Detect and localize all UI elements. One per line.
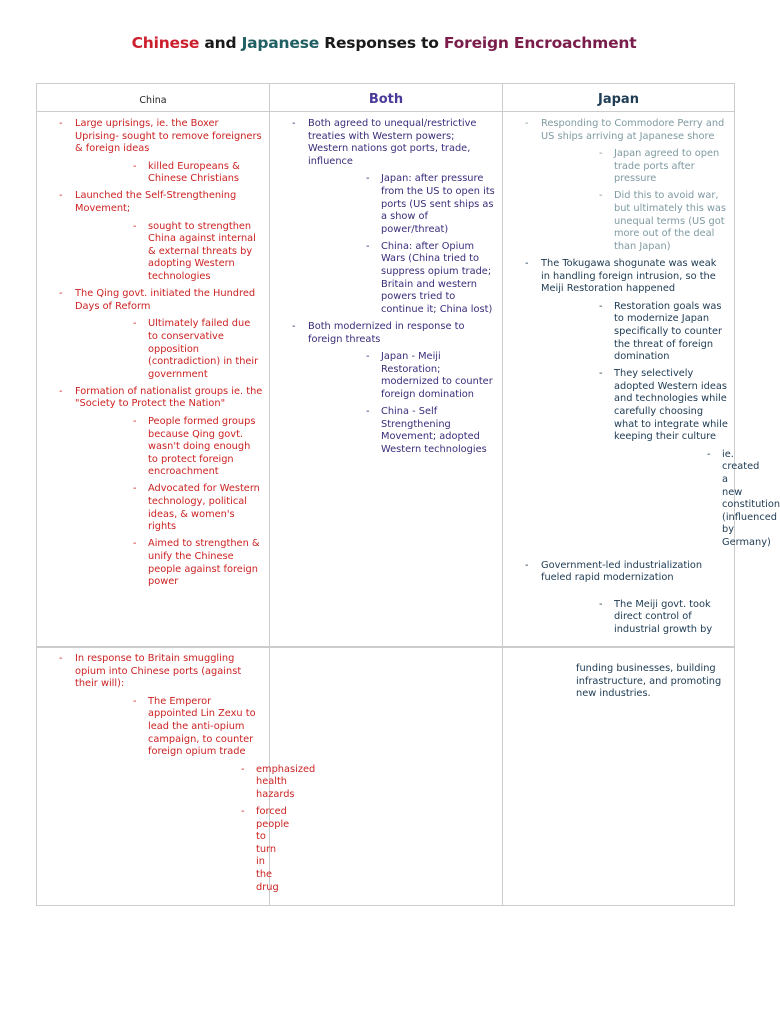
page-title (0, 34, 768, 52)
china-boxer-item (37, 118, 263, 186)
japan-tokugawa-sub1-text: Restoration goals was to modernize Japan specifically to counter the threat of foreign domination (614, 300, 723, 363)
both-treaties-text: Both agreed to unequal/restrictive treaties with Western powers; Western nations got ports, trade, influence (308, 118, 477, 167)
china-nationalist-sub1 (75, 416, 263, 479)
japan-column-2 (503, 647, 735, 906)
header-both-cell (270, 84, 503, 112)
japan-perry-sub2 (541, 190, 728, 253)
header-japan-cell (503, 84, 735, 112)
china-boxer-sub-text: killed Europeans & Chinese Christians (148, 160, 240, 185)
china-opium-sub-sub2-text: forced people to turn in the drug (256, 806, 290, 893)
japan-column (503, 112, 780, 648)
both-treaties-sub2-text: China: after Opium Wars (China tried to suppress opium trade; Britain and western powers tried to continue it; China lost) (381, 240, 493, 315)
japan-tokugawa-item (503, 257, 780, 550)
china-opium-sub-sub1 (148, 763, 316, 802)
china-hundred-days-text: The Qing govt. initiated the Hundred Days of Reform (75, 288, 256, 312)
china-opium-sub (75, 695, 316, 894)
china-column (37, 112, 270, 648)
table-body-row (37, 112, 735, 648)
both-treaties-sub2 (308, 241, 496, 317)
title-part-and: and (199, 34, 242, 52)
japan-industrial-sub (541, 599, 728, 637)
title-part-chinese: Chinese (131, 34, 200, 52)
china-opium-text: In response to Britain smuggling opium into Chinese ports (against their will): (75, 653, 242, 690)
both-modernized-sub2 (308, 406, 496, 456)
china-hundred-days-item (37, 288, 263, 381)
both-modernized-sub2-text: China - Self Strengthening Movement; adopted Western technologies (381, 405, 487, 455)
comparison-table-page2 (36, 646, 735, 906)
both-treaties-sub1 (308, 173, 496, 236)
japan-industrial-sub-text: The Meiji govt. took direct control of industrial growth by (614, 598, 713, 635)
china-hundred-days-sub-text: Ultimately failed due to conservative opposition (contradiction) in their government (148, 318, 259, 380)
both-modernized-sub1 (308, 351, 496, 401)
china-opium-sub-text: The Emperor appointed Lin Zexu to lead the anti-opium campaign, to counter foreign opium trade (148, 695, 256, 758)
china-self-strength-sub (75, 221, 263, 284)
japan-tokugawa-sub2-sub-text: ie. created a new constitution (influenced by Germany) (722, 448, 780, 548)
japan-industrial-continued: funding businesses, building infrastructure, and promoting new industries. (576, 663, 722, 700)
title-part-responses: Responses to (319, 34, 444, 52)
china-nationalist-sub3-text: Aimed to strengthen & unify the Chinese people against foreign power (148, 538, 260, 588)
china-nationalist-sub3 (75, 538, 263, 588)
china-nationalist-item (37, 386, 263, 589)
header-china: China (139, 95, 167, 106)
table-body-row-2 (37, 647, 735, 906)
both-treaties-sub1-text: Japan: after pressure from the US to open its ports (US sent ships as a show of power/threat) (381, 173, 495, 235)
china-opium-sub-sub1-text: emphasized health hazards (256, 763, 316, 800)
japan-tokugawa-text: The Tokugawa shogunate was weak in handling foreign intrusion, so the Meiji Restoration happened (541, 257, 717, 295)
japan-tokugawa-sub2 (541, 368, 780, 549)
china-opium-sub-sub2 (148, 806, 290, 894)
china-nationalist-sub2 (75, 483, 263, 533)
japan-industrial-text: Government-led industrialization fueled rapid modernization (541, 559, 703, 584)
china-boxer-text: Large uprisings, ie. the Boxer Uprising- sought to remove foreigners & foreign ideas (75, 118, 262, 155)
china-self-strength-text: Launched the Self-Strengthening Movement; (75, 190, 237, 215)
china-nationalist-sub2-text: Advocated for Western technology, political ideas, & women's rights (148, 483, 260, 533)
both-modernized-item (270, 321, 496, 456)
table-header-row (37, 84, 735, 112)
japan-perry-sub1 (541, 148, 728, 186)
japan-tokugawa-sub1 (541, 301, 728, 364)
japan-perry-text: Responding to Commodore Perry and US ships arriving at Japanese shore (541, 118, 725, 142)
china-self-strength-item (37, 190, 263, 283)
both-treaties-item (270, 118, 496, 316)
title-part-japanese: Japanese (241, 34, 320, 52)
both-column (270, 112, 503, 648)
japan-tokugawa-sub2-text: They selectively adopted Western ideas and technologies while carefully choosing what to integrate while keeping their culture (614, 368, 728, 443)
china-column-2 (37, 647, 316, 906)
japan-industrial-item (503, 560, 728, 637)
title-part-foreign: Foreign Encroachment (443, 34, 637, 52)
header-both: Both (368, 92, 404, 107)
china-hundred-days-sub (75, 318, 263, 381)
both-modernized-text: Both modernized in response to foreign threats (308, 320, 465, 345)
japan-perry-sub2-text: Did this to avoid war, but ultimately this was unequal terms (US got more out of the deal than Japan) (614, 190, 727, 252)
china-opium-item (37, 653, 316, 894)
header-japan: Japan (598, 92, 639, 107)
japan-perry-item (503, 118, 728, 253)
china-nationalist-sub1-text: People formed groups because Qing govt. wasn't doing enough to protect foreign encroachment (148, 415, 256, 478)
china-boxer-sub (75, 161, 263, 186)
header-china-cell (37, 84, 270, 112)
japan-tokugawa-sub2-sub (614, 448, 780, 550)
china-self-strength-sub-text: sought to strengthen China against internal & external threats by adopting Western technologies (148, 220, 256, 283)
both-modernized-sub1-text: Japan - Meiji Restoration; modernized to counter foreign domination (381, 351, 493, 400)
japan-perry-sub1-text: Japan agreed to open trade ports after pressure (614, 148, 720, 185)
comparison-table-page1 (36, 83, 780, 648)
china-nationalist-text: Formation of nationalist groups ie. the "Society to Protect the Nation" (75, 385, 263, 410)
